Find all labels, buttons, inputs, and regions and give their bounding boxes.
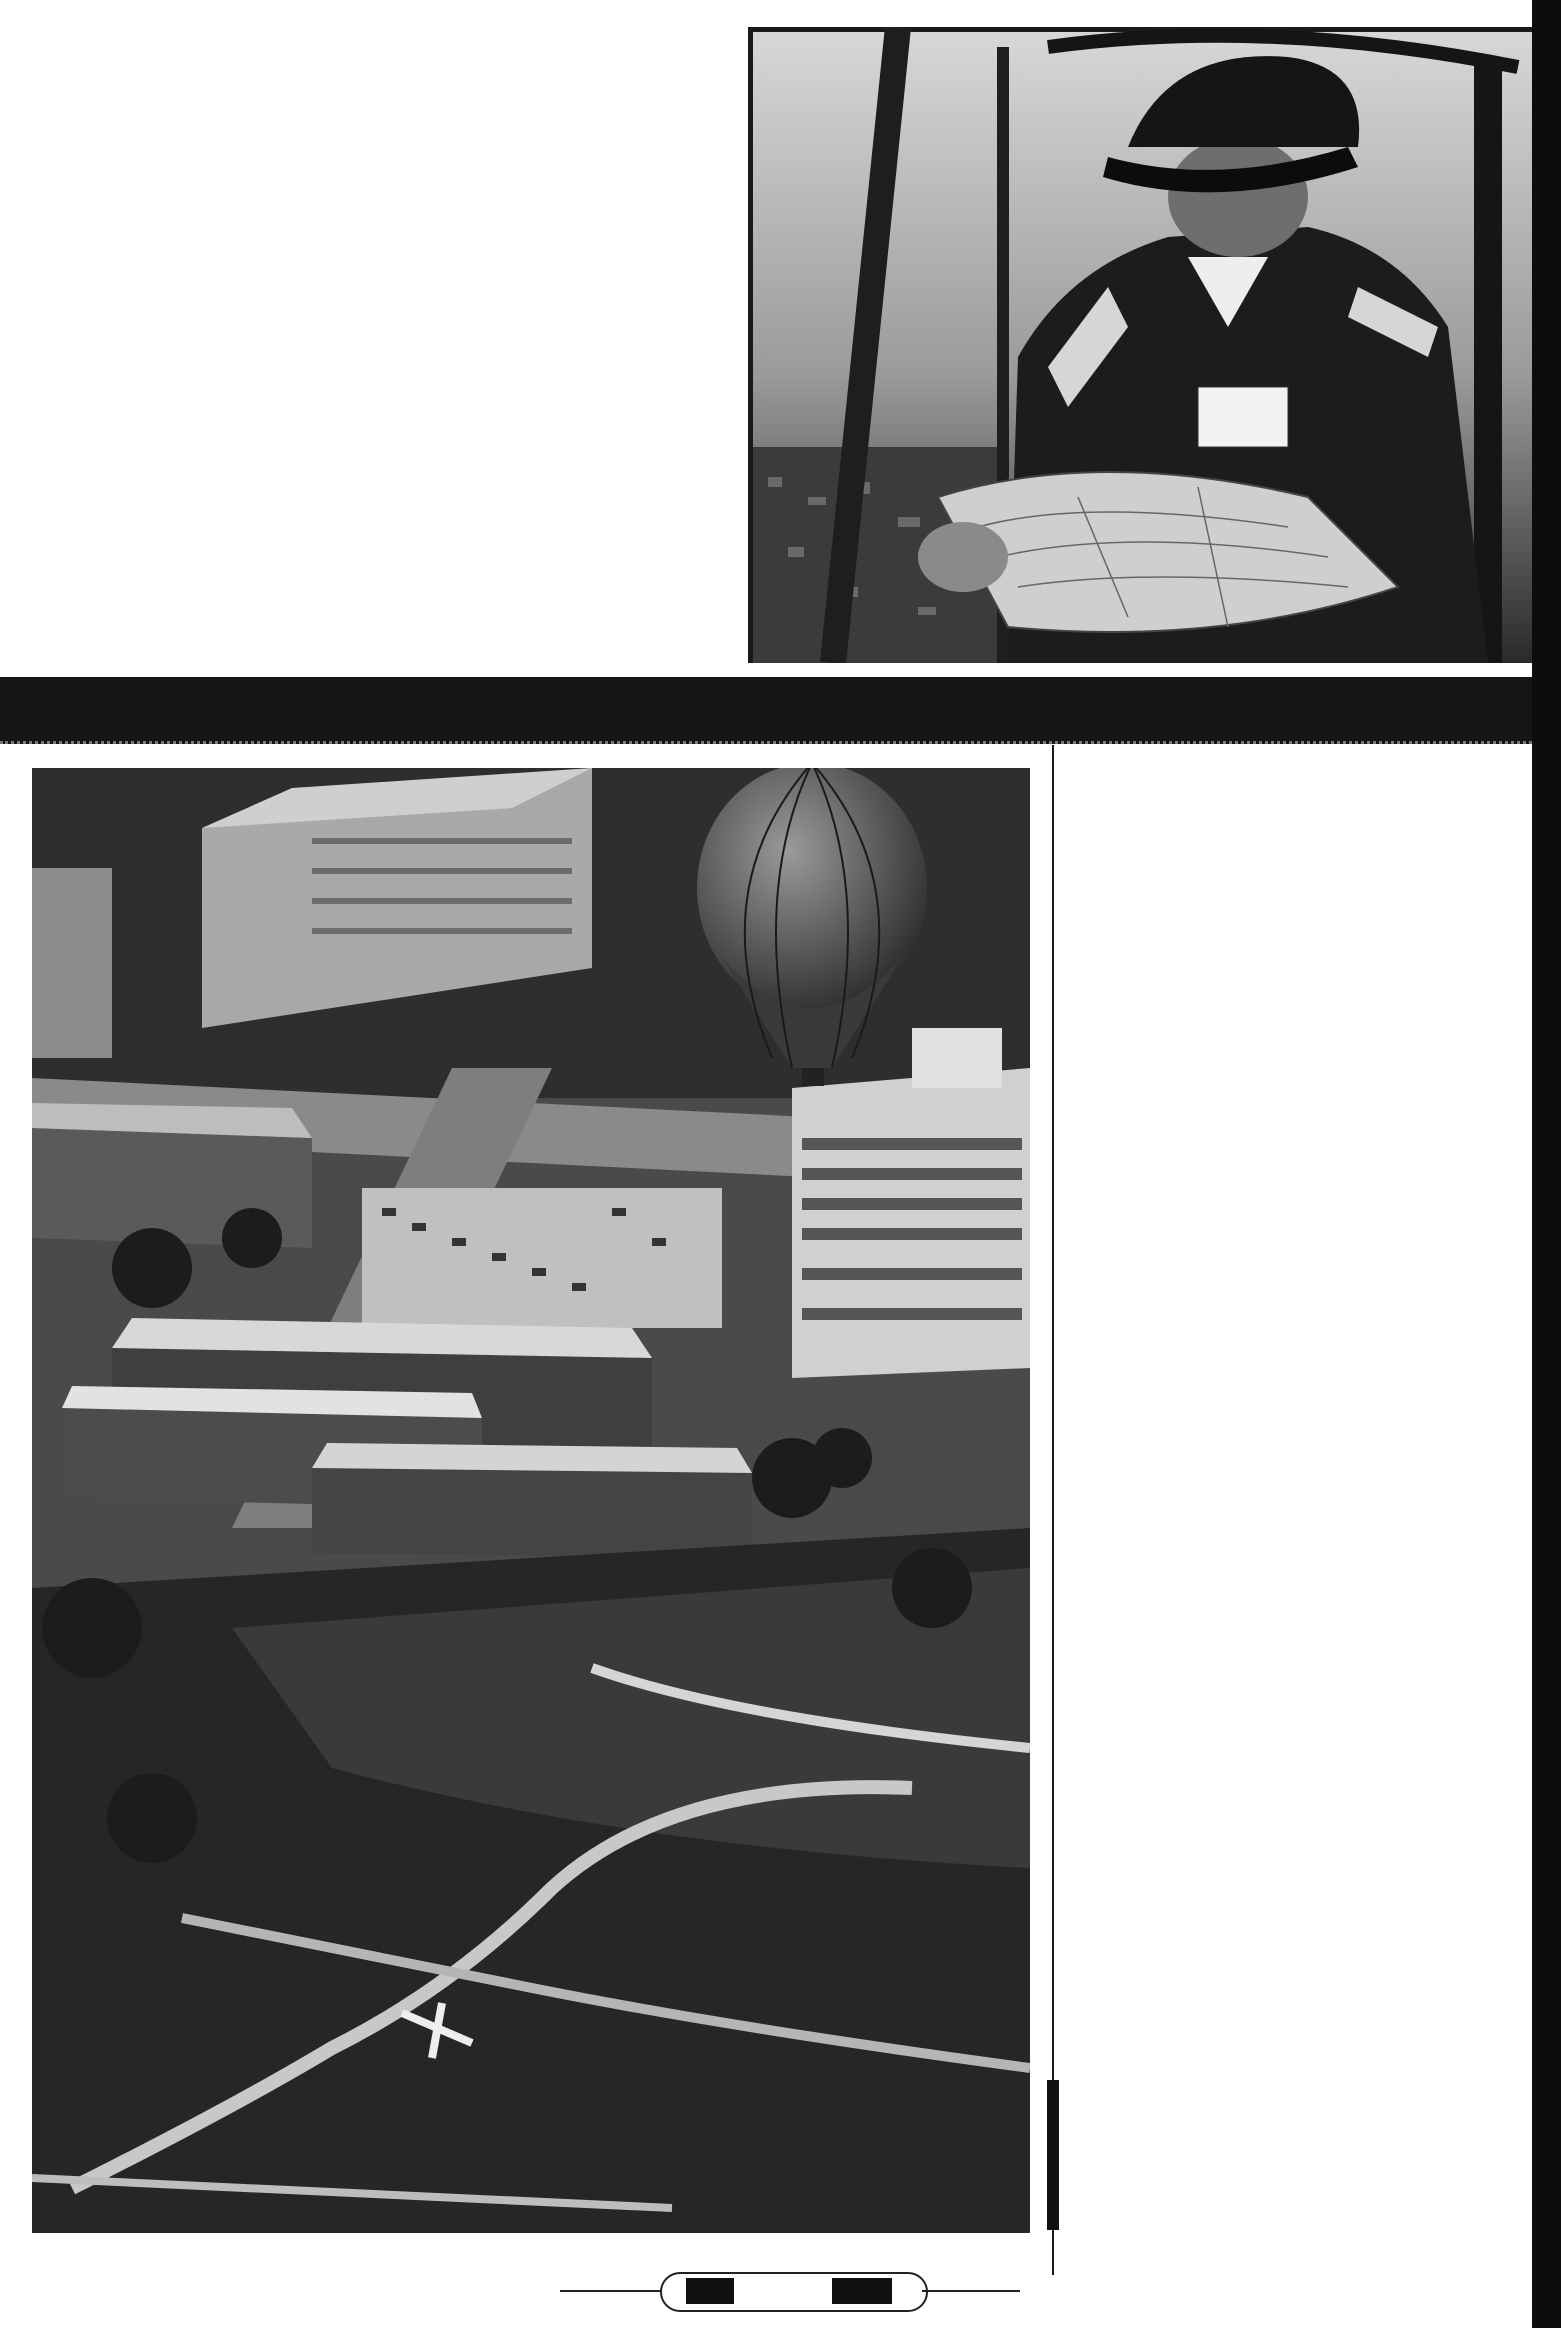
pilot-photo-illustration <box>748 27 1548 663</box>
footer-sport-label <box>736 2278 830 2304</box>
aerial-town-balloon-photo <box>32 768 1030 2233</box>
footer-fun-label <box>686 2278 734 2304</box>
tisza-kupa-98-logo <box>1045 2078 1385 2238</box>
minimum-distance-banner <box>0 677 1561 744</box>
page-footer <box>560 2272 1020 2312</box>
page-number <box>832 2278 892 2304</box>
pilot-reading-map-photo <box>748 27 1548 663</box>
column-divider <box>1052 745 1054 2275</box>
aerial-photo-illustration <box>32 768 1030 2233</box>
page-edge-shadow <box>1532 0 1561 2328</box>
